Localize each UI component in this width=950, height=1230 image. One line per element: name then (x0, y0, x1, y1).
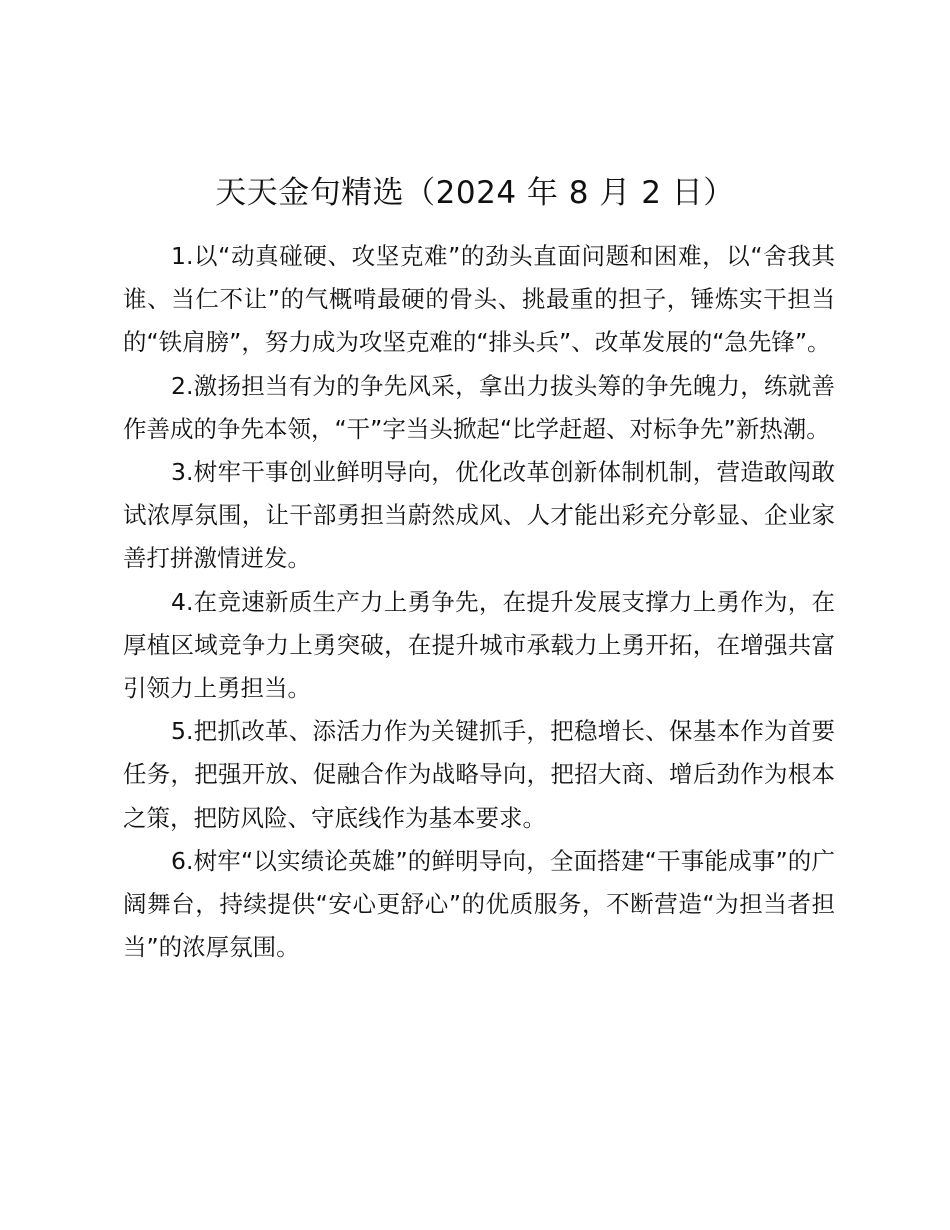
paragraph-6: 6.树牢“以实绩论英雄”的鲜明导向，全面搭建“干事能成事”的广阔舞台，持续提供“安心更舒心”的优质服务，不断营造“为担当者担当”的浓厚氛围。 (123, 846, 835, 962)
paragraph-2: 2.激扬担当有为的争先风采，拿出力拔头筹的争先魄力，练就善作善成的争先本领，“干”字当头掀起“比学赶超、对标争先”新热潮。 (123, 371, 835, 443)
paragraph-1: 1.以“动真碰硬、攻坚克难”的劲头直面问题和困难，以“舍我其谁、当仁不让”的气概啃最硬的骨头、挑最重的担子，锤炼实干担当的“铁肩膀”，努力成为攻坚克难的“排头兵”、改革发展的“急先锋”。 (123, 242, 835, 357)
document-body (123, 235, 835, 969)
paragraph-4: 4.在竞速新质生产力上勇争先，在提升发展支撑力上勇作为，在厚植区域竞争力上勇突破，在提升城市承载力上勇开拓，在增强共富引领力上勇担当。 (123, 587, 835, 703)
paragraph-3: 3.树牢干事创业鲜明导向，优化改革创新体制机制，营造敢闯敢试浓厚氛围，让干部勇担当蔚然成风、人才能出彩充分彰显、企业家善打拼激情迸发。 (123, 458, 835, 573)
document-title: 天天金句精选（2024 年 8 月 2 日） (215, 175, 735, 211)
paragraph-5: 5.把抓改革、添活力作为关键抓手，把稳增长、保基本作为首要任务，把强开放、促融合作为战略导向，把招大商、增后劲作为根本之策，把防风险、守底线作为基本要求。 (123, 717, 835, 832)
